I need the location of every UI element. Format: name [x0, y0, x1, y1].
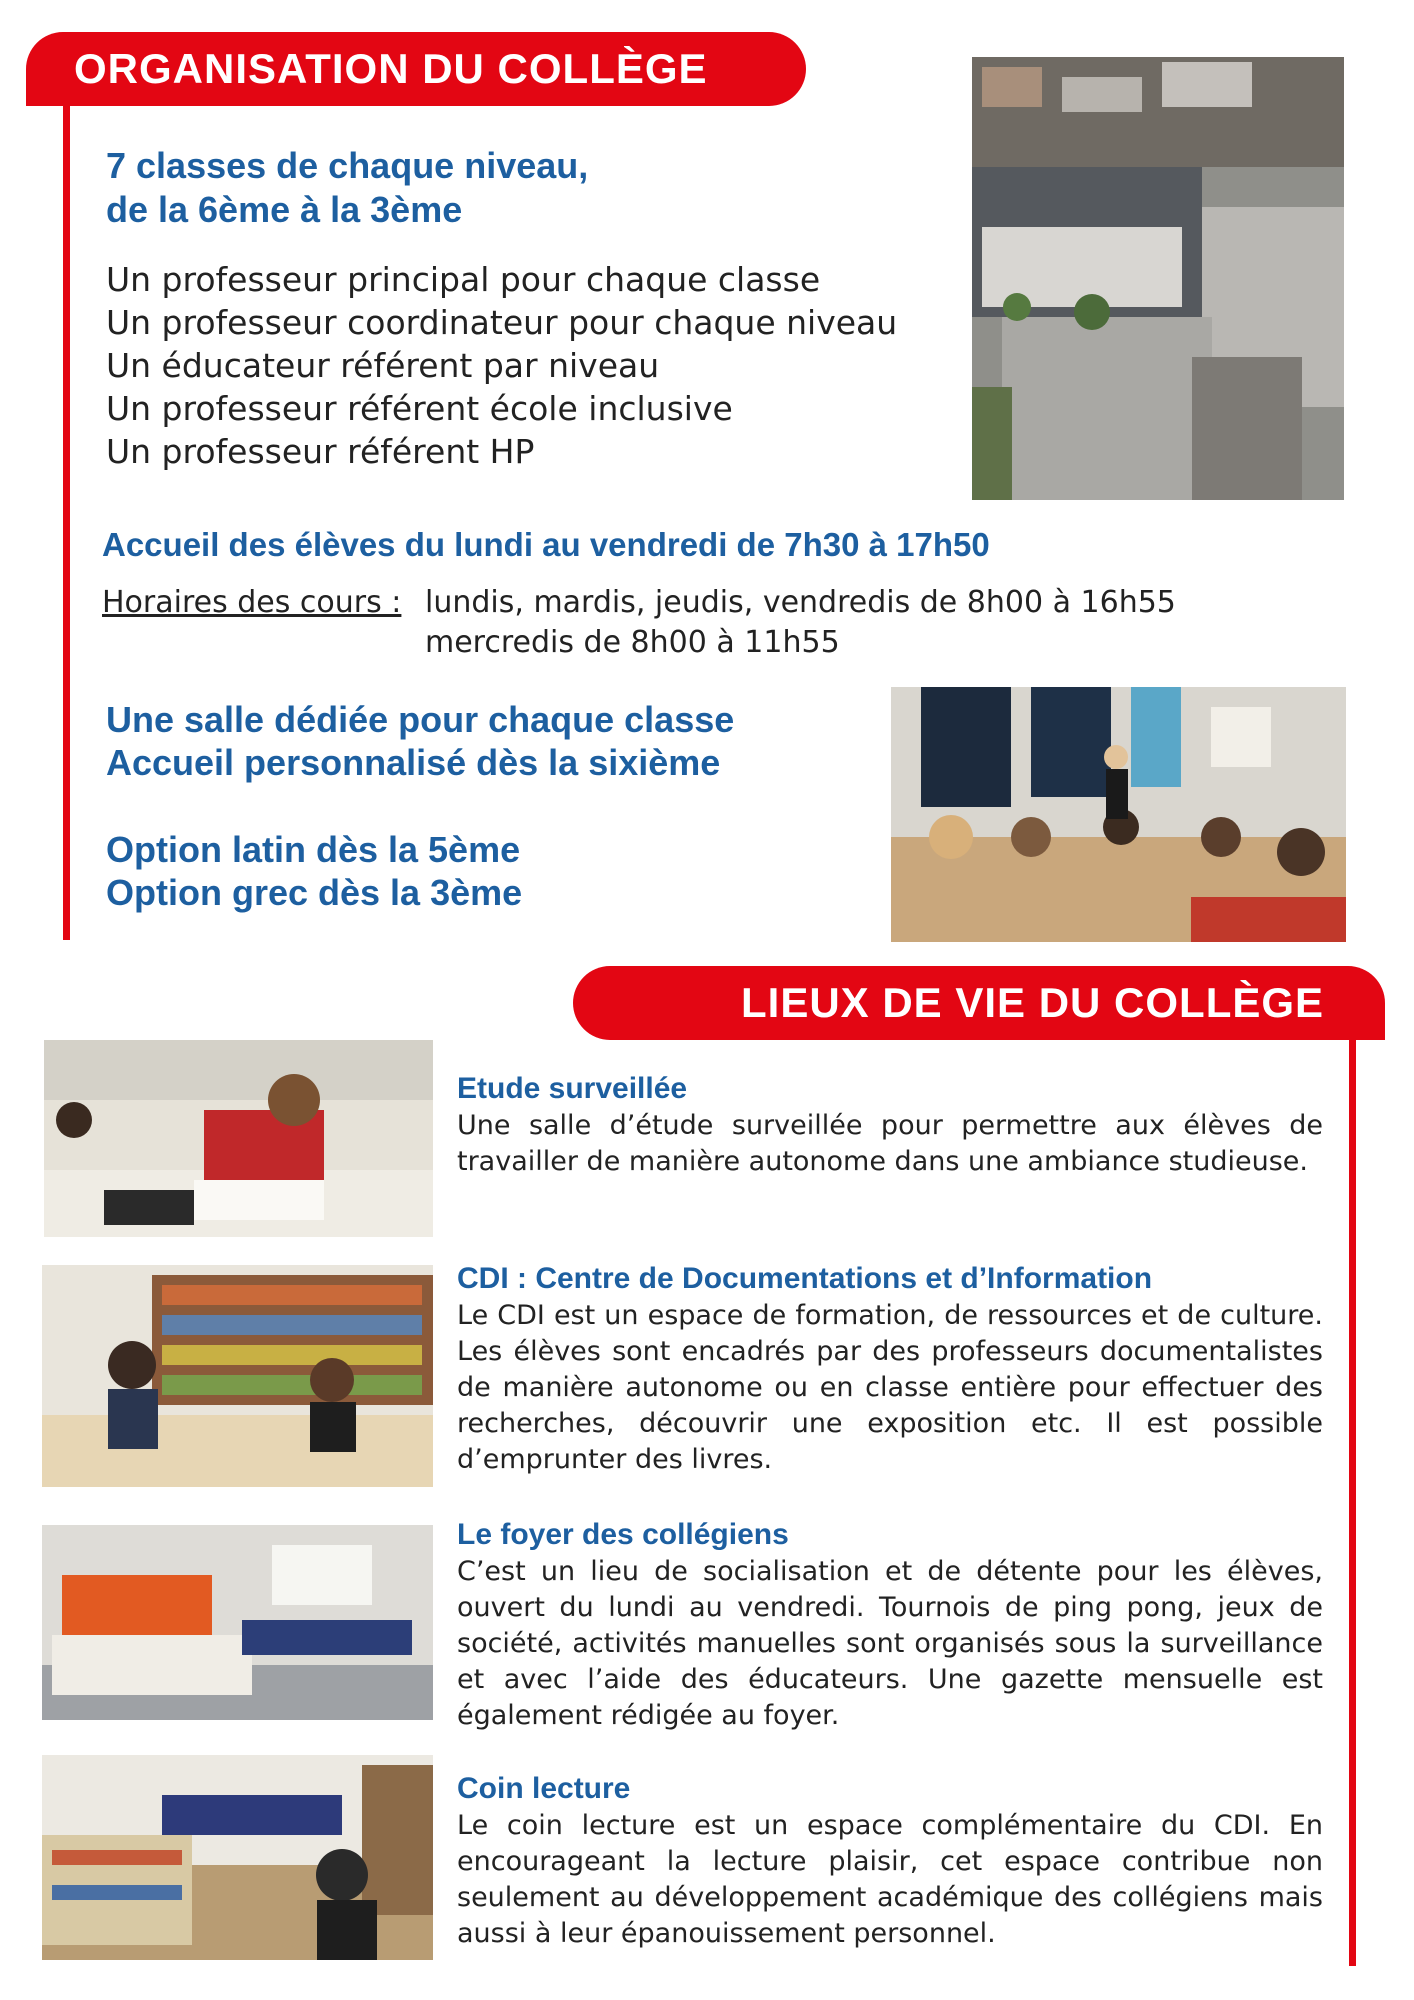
lieu-title: Etude surveillée	[457, 1072, 688, 1105]
organisation-banner-title: ORGANISATION DU COLLÈGE	[74, 45, 708, 92]
etude-photo	[44, 1040, 433, 1237]
option-line: Option latin dès la 5ème	[106, 829, 521, 870]
role-item: Un professeur référent école inclusive	[106, 389, 733, 428]
classes-heading-line: 7 classes de chaque niveau,	[106, 145, 589, 186]
horaires-label: Horaires des cours :	[102, 585, 402, 620]
role-item: Un éducateur référent par niveau	[106, 346, 660, 385]
horaires-line: lundis, mardis, jeudis, vendredis de 8h00 à 16h55	[425, 585, 1176, 620]
lieu-description: Une salle d’étude surveillée pour permettre aux élèves de travailler de manière autonome dans une ambiance studieuse.	[457, 1110, 1323, 1177]
salle-line: Une salle dédiée pour chaque classe	[106, 699, 735, 740]
role-item: Un professeur référent HP	[106, 432, 535, 471]
options-heading	[106, 828, 522, 914]
salle-heading	[106, 698, 734, 784]
cdi-photo	[42, 1265, 433, 1487]
lieu-title: Coin lecture	[457, 1772, 631, 1805]
coin-lecture-photo	[42, 1755, 433, 1960]
salle-line: Accueil personnalisé dès la sixième	[106, 742, 721, 783]
role-item: Un professeur principal pour chaque classe	[106, 260, 821, 299]
lieu-title: Le foyer des collégiens	[457, 1518, 789, 1551]
accueil-hours: Accueil des élèves du lundi au vendredi de 7h30 à 17h50	[102, 526, 990, 563]
foyer-photo	[42, 1525, 433, 1720]
lieu-title: CDI : Centre de Documentations et d’Information	[457, 1262, 1153, 1295]
lieux-banner	[573, 966, 1385, 1040]
lieu-description: C’est un lieu de socialisation et de détente pour les élèves, ouvert du lundi au vendredi. Tournois de ping pong, jeux de société, activités manuelles sont organisés sous la surveillance et avec l’aide des éducateurs. Une gazette mensuelle est également rédigée au foyer.	[457, 1556, 1323, 1731]
section-divider-line	[1349, 1036, 1356, 1966]
classes-heading	[106, 144, 588, 232]
horaires-line: mercredis de 8h00 à 11h55	[425, 625, 840, 660]
lieux-banner-title: LIEUX DE VIE DU COLLÈGE	[741, 979, 1325, 1026]
role-item: Un professeur coordinateur pour chaque niveau	[106, 303, 898, 342]
classroom-photo	[891, 687, 1346, 942]
lieu-description: Le coin lecture est un espace complémentaire du CDI. En encourageant la lecture plaisir, cet espace contribue non seulement au développement académique des collégiens mais aussi à leur épanouissement personnel.	[457, 1810, 1323, 1949]
option-line: Option grec dès la 3ème	[106, 872, 523, 913]
roles-list	[106, 258, 897, 473]
classes-heading-line: de la 6ème à la 3ème	[106, 189, 463, 230]
section-divider-line	[63, 100, 70, 940]
aerial-photo	[972, 57, 1344, 500]
lieu-description: Le CDI est un espace de formation, de ressources et de culture. Les élèves sont encadrés par des professeurs documentalistes de manière autonome ou en classe entière pour effectuer des recherches, découvrir une exposition etc. Il est possible d’emprunter des livres.	[457, 1300, 1323, 1475]
organisation-banner	[26, 32, 806, 106]
